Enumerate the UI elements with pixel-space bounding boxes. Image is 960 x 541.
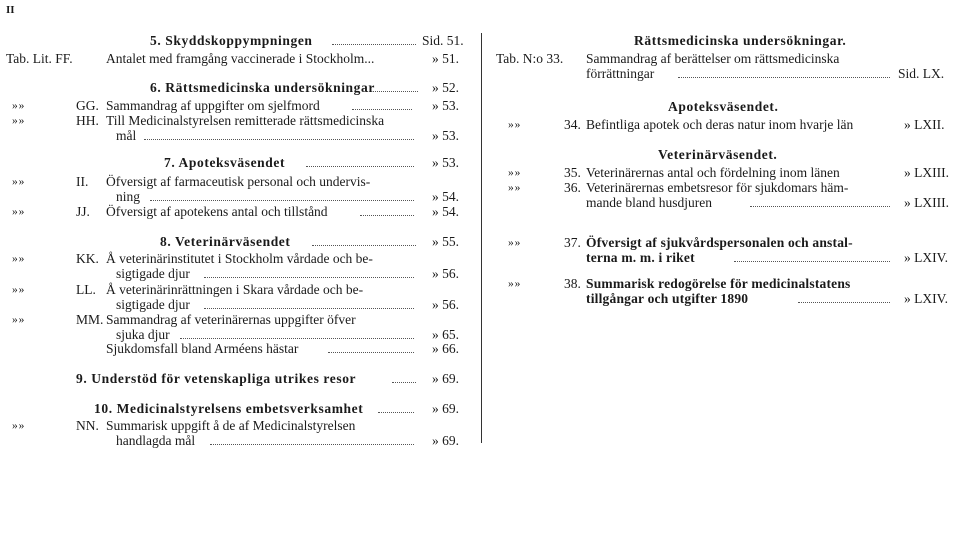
leader-dots (362, 91, 418, 92)
section-8-title: 8. Veterinärväsendet (160, 234, 291, 249)
kk-page: » 56. (432, 266, 459, 281)
t37-text: Öfversigt af sjukvårdspersonalen och anstal- (586, 235, 853, 250)
kk-code: KK. (76, 251, 99, 266)
leader-dots (150, 200, 414, 201)
t37-code: 37. (564, 235, 581, 250)
hh-quote: » » (12, 115, 24, 127)
ff-text: Antalet med framgång vaccinerade i Stockholm... (106, 51, 375, 66)
leader-dots (144, 139, 414, 140)
jj-text: Öfversigt af apotekens antal och tillstånd (106, 204, 328, 219)
jj-page: » 54. (432, 204, 459, 219)
leader-dots (378, 412, 414, 413)
leader-dots (678, 77, 890, 78)
t35-text: Veterinärernas antal och fördelning inom länen (586, 165, 840, 180)
section-9-page: » 69. (432, 371, 459, 386)
ii-quote: » » (12, 176, 24, 188)
leader-dots (328, 352, 414, 353)
nn-quote: » » (12, 420, 24, 432)
t38-text-2: tillgångar och utgifter 1890 (586, 291, 749, 306)
kk-text-2: sigtigade djur (116, 266, 190, 281)
nn-text: Summarisk uppgift å de af Medicinalstyrelsen (106, 418, 356, 433)
t33-text: Sammandrag af berättelser om rättsmedicinska (586, 51, 840, 66)
t33-page: Sid. LX. (898, 66, 945, 81)
nn-code: NN. (76, 418, 99, 433)
t36-text: Veterinärernas embetsresor för sjukdomars häm- (586, 180, 849, 195)
section-9-title: 9. Understöd för vetenskapliga utrikes resor (76, 371, 357, 386)
t34-quote: » » (508, 119, 520, 131)
ll-text-2: sigtigade djur (116, 297, 190, 312)
leader-dots (360, 215, 414, 216)
ll-text: Å veterinärinrättningen i Skara vårdade och be- (106, 282, 364, 297)
t33-text-2: förrättningar (586, 66, 655, 81)
mm-text: Sammandrag af veterinärernas uppgifter öfver (106, 312, 356, 327)
hh-code: HH. (76, 113, 99, 128)
mm-text-2: sjuka djur (116, 327, 170, 342)
section-7-page: » 53. (432, 155, 459, 170)
section-5-page: Sid. 51. (422, 33, 464, 48)
leader-dots (750, 206, 890, 207)
ff-page: » 51. (432, 51, 459, 66)
leader-dots (306, 166, 414, 167)
ll-page: » 56. (432, 297, 459, 312)
t37-page: » LXIV. (904, 250, 949, 265)
hh-text: Till Medicinalstyrelsen remitterade rättsmedicinska (106, 113, 385, 128)
hh-page: » 53. (432, 128, 459, 143)
t34-page: » LXII. (904, 117, 945, 132)
ii-text: Öfversigt af farmaceutisk personal och undervis- (106, 174, 371, 189)
ii-page: » 54. (432, 189, 459, 204)
t38-page: » LXIV. (904, 291, 949, 306)
jj-quote: » » (12, 206, 24, 218)
nn-page: » 69. (432, 433, 459, 448)
section-6-page: » 52. (432, 80, 459, 95)
section-5-title: 5. Skyddskoppympningen (150, 33, 313, 48)
t35-page: » LXIII. (904, 165, 949, 180)
t36-text-2: mande bland husdjuren (586, 195, 712, 210)
t34-code: 34. (564, 117, 581, 132)
leader-dots (204, 277, 414, 278)
leader-dots (204, 308, 414, 309)
t34-text: Befintliga apotek och deras natur inom hvarje län (586, 117, 854, 132)
column-divider (481, 33, 482, 443)
section-8-page: » 55. (432, 234, 459, 249)
t37-text-2: terna m. m. i riket (586, 250, 695, 265)
t36-page: » LXIII. (904, 195, 949, 210)
ff-code: Tab. Lit. FF. (6, 51, 73, 66)
leader-dots (798, 302, 890, 303)
kk-text: Å veterinärinstitutet i Stockholm vårdade och be- (106, 251, 373, 266)
leader-dots (392, 382, 416, 383)
section-6-title: 6. Rättsmedicinska undersökningar (150, 80, 375, 95)
t36-code: 36. (564, 180, 581, 195)
leader-dots (210, 444, 414, 445)
gg-text: Sammandrag af uppgifter om sjelfmord (106, 98, 320, 113)
t36-quote: » » (508, 182, 520, 194)
ll-code: LL. (76, 282, 96, 297)
sjukdomsfall-text: Sjukdomsfall bland Arméens hästar (106, 341, 299, 356)
kk-quote: » » (12, 253, 24, 265)
t38-code: 38. (564, 276, 581, 291)
section-10-title: 10. Medicinalstyrelsens embetsverksamhet (94, 401, 364, 416)
mm-page: » 65. (432, 327, 459, 342)
ii-text-2: ning (116, 189, 141, 204)
page-number: II (6, 4, 15, 16)
t35-code: 35. (564, 165, 581, 180)
jj-code: JJ. (76, 204, 90, 219)
t38-text: Summarisk redogörelse för medicinalstatens (586, 276, 851, 291)
leader-dots (180, 338, 414, 339)
mm-code: MM. (76, 312, 104, 327)
nn-text-2: handlagda mål (116, 433, 196, 448)
t35-quote: » » (508, 167, 520, 179)
ll-quote: » » (12, 284, 24, 296)
mm-quote: » » (12, 314, 24, 326)
heading-veterinarvasendet: Veterinärväsendet. (658, 147, 778, 162)
leader-dots (332, 44, 416, 45)
leader-dots (312, 245, 416, 246)
leader-dots (734, 261, 890, 262)
section-7-title: 7. Apoteksväsendet (164, 155, 286, 170)
leader-dots (352, 109, 412, 110)
gg-quote: » » (12, 100, 24, 112)
heading-rattsmedicinska: Rättsmedicinska undersökningar. (634, 33, 847, 48)
sjukdomsfall-page: » 66. (432, 341, 459, 356)
t33-code: Tab. N:o 33. (496, 51, 564, 66)
gg-code: GG. (76, 98, 99, 113)
t38-quote: » » (508, 278, 520, 290)
section-10-page: » 69. (432, 401, 459, 416)
hh-text-2: mål (116, 128, 137, 143)
gg-page: » 53. (432, 98, 459, 113)
ii-code: II. (76, 174, 89, 189)
heading-apoteksvasendet: Apoteksväsendet. (668, 99, 779, 114)
t37-quote: » » (508, 237, 520, 249)
